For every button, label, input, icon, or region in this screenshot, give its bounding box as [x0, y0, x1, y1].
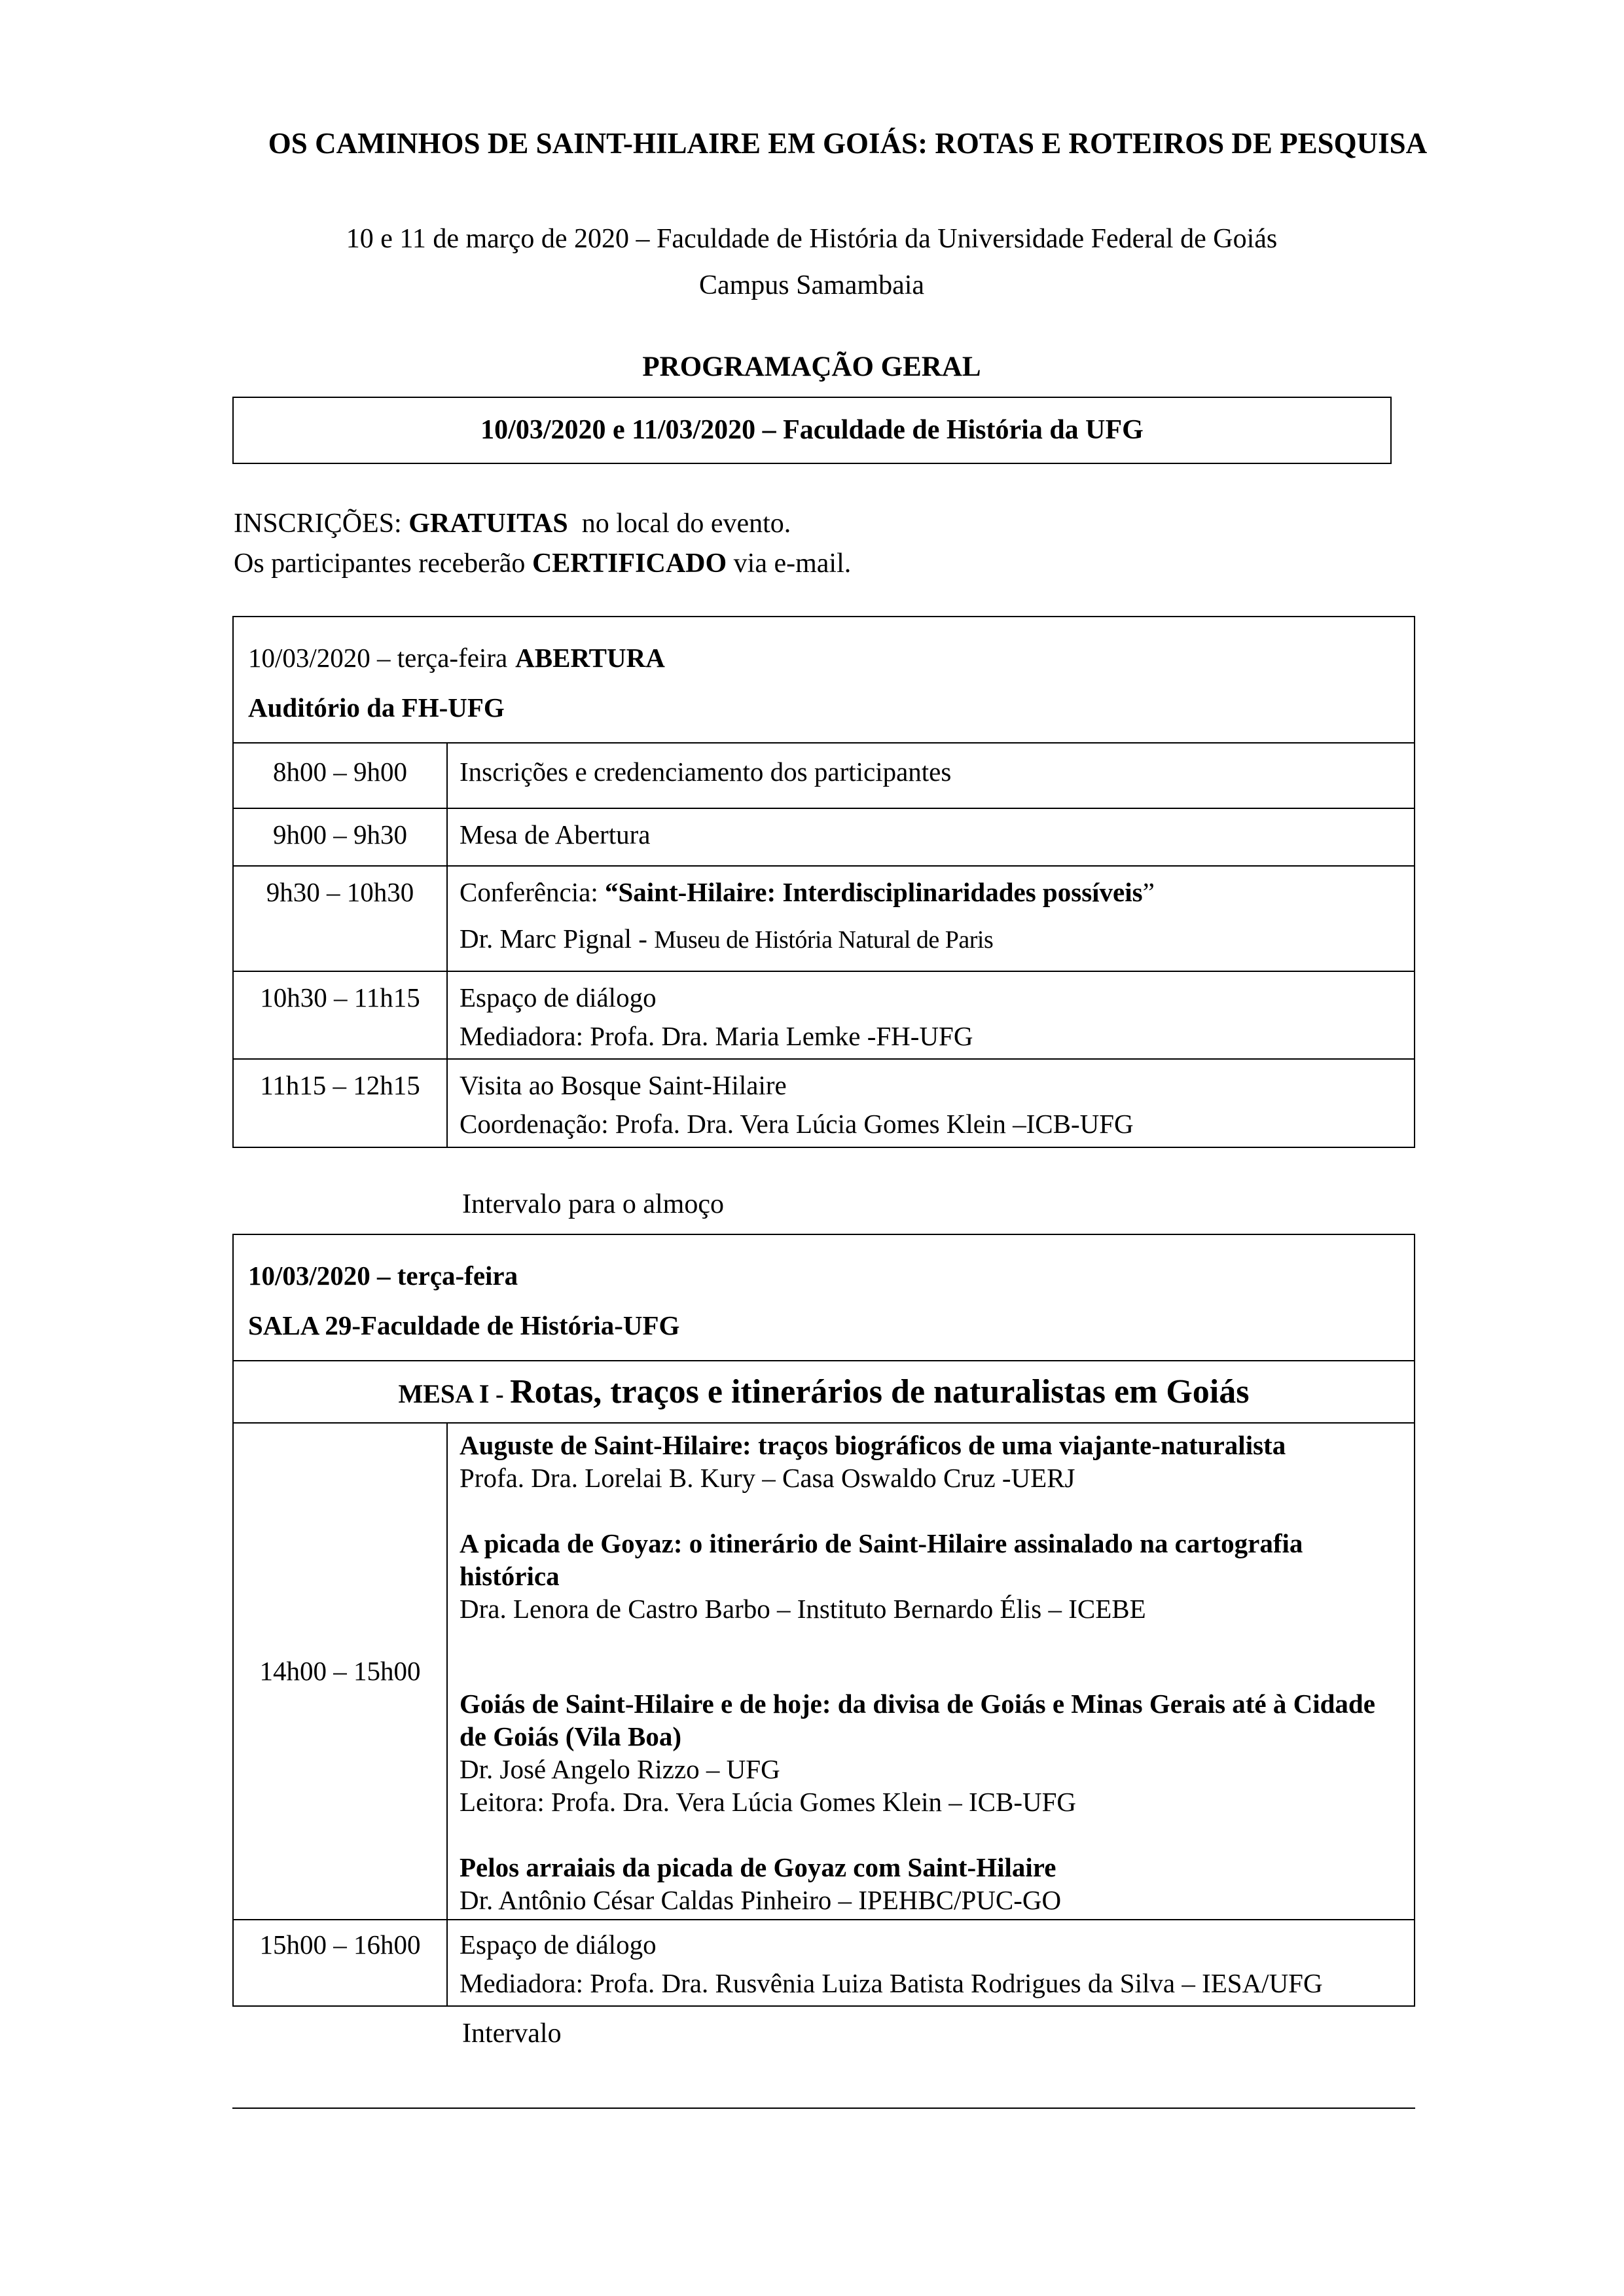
row-activity: Inscrições e credenciamento dos participantes — [447, 743, 1415, 808]
program-dates-box — [232, 397, 1392, 464]
slot1-time: 14h00 – 15h00 — [259, 1655, 421, 1686]
registration-line — [234, 504, 851, 544]
registration-free: GRATUITAS — [408, 509, 568, 539]
registration-info — [234, 504, 851, 584]
opening-venue: Auditório da FH-UFG — [248, 692, 505, 723]
talk-item — [460, 1429, 1402, 1494]
talk-speaker: Dra. Lenora de Castro Barbo – Instituto Bernardo Élis – ICEBE — [460, 1593, 1146, 1624]
lunch-interval: Intervalo para o almoço — [462, 1189, 724, 1219]
talk-item — [460, 1851, 1402, 1916]
table-row — [233, 743, 1415, 808]
event-subtitle — [196, 216, 1427, 310]
afternoon-venue: SALA 29-Faculdade de História-UFG — [248, 1310, 680, 1340]
opening-header-row — [233, 617, 1415, 743]
activity-title: Espaço de diálogo — [460, 1929, 657, 1960]
row-time: 9h30 – 10h30 — [233, 866, 447, 971]
mesa-separator: - — [489, 1380, 511, 1408]
program-title: PROGRAMAÇÃO GERAL — [642, 351, 981, 382]
row-activity — [447, 1920, 1415, 2007]
certificate-prefix: Os participantes receberão — [234, 548, 532, 579]
mesa-heading — [233, 1361, 1415, 1423]
row-time: 8h00 – 9h00 — [233, 743, 447, 808]
row-time: 11h15 – 12h15 — [233, 1059, 447, 1147]
afternoon-header — [233, 1234, 1415, 1361]
table-row — [233, 866, 1415, 971]
activity-detail: Mediadora: Profa. Dra. Maria Lemke -FH-UFG — [460, 1020, 973, 1051]
opening-date: 10/03/2020 – terça-feira — [248, 643, 508, 673]
mesa-title: Rotas, traços e itinerários de naturalistas em Goiás — [510, 1372, 1250, 1410]
conference-affiliation: Museu de História Natural de Paris — [654, 925, 994, 954]
registration-prefix: INSCRIÇÕES: — [234, 509, 409, 539]
row-activity — [447, 971, 1415, 1060]
opening-schedule-table — [232, 616, 1415, 1148]
row-activity — [447, 1059, 1415, 1147]
talk-title: Goiás de Saint-Hilaire e de hoje: da divisa de Goiás e Minas Gerais até à Cidade de Goiás (Vila Boa) — [460, 1688, 1375, 1751]
row-activity — [447, 866, 1415, 971]
talk-reader: Leitora: Profa. Dra. Vera Lúcia Gomes Klein – ICB-UFG — [460, 1786, 1076, 1817]
row-time: 9h00 – 9h30 — [233, 808, 447, 866]
talks-cell — [447, 1423, 1415, 1920]
mesa-title-row — [233, 1361, 1415, 1423]
mesa-label: MESA I — [398, 1378, 490, 1408]
event-dates-place: 10 e 11 de março de 2020 – Faculdade de História da Universidade Federal de Goiás — [346, 224, 1278, 254]
conference-prefix: Conferência: — [460, 876, 605, 907]
program-dates-text: 10/03/2020 e 11/03/2020 – Faculdade de História da UFG — [480, 415, 1144, 446]
opening-header — [233, 617, 1415, 743]
opening-label: ABERTURA — [515, 643, 665, 673]
row-time: 10h30 – 11h15 — [233, 971, 447, 1060]
event-title: OS CAMINHOS DE SAINT-HILAIRE EM GOIÁS: ROTAS E ROTEIROS DE PESQUISA — [268, 127, 1428, 160]
activity-title: Espaço de diálogo — [460, 982, 657, 1013]
talk-item — [460, 1687, 1402, 1818]
conference-speaker: Dr. Marc Pignal - — [460, 923, 655, 954]
table-row — [233, 1920, 1415, 2007]
talk-speaker: Dr. Antônio César Caldas Pinheiro – IPEHBC/PUC-GO — [460, 1884, 1062, 1915]
activity-detail: Mediadora: Profa. Dra. Rusvênia Luiza Batista Rodrigues da Silva – IESA/UFG — [460, 1968, 1323, 1999]
talk-title: Pelos arraiais da picada de Goyaz com Saint-Hilaire — [460, 1852, 1056, 1882]
table-row — [233, 808, 1415, 866]
talk-speaker: Profa. Dra. Lorelai B. Kury – Casa Oswaldo Cruz -UERJ — [460, 1462, 1075, 1493]
row-time — [233, 1423, 447, 1920]
row-activity: Mesa de Abertura — [447, 808, 1415, 866]
conference-speaker-line — [460, 922, 1402, 956]
registration-suffix: no local do evento. — [568, 509, 791, 539]
certificate-suffix: via e-mail. — [727, 548, 852, 579]
table-row — [233, 971, 1415, 1060]
talk-speaker: Dr. José Angelo Rizzo – UFG — [460, 1753, 780, 1784]
talk-title: Auguste de Saint-Hilaire: traços biográficos de uma viajante-naturalista — [460, 1429, 1286, 1460]
talk-item — [460, 1527, 1402, 1625]
conference-quote-end: ” — [1142, 876, 1155, 907]
talk-title: A picada de Goyaz: o itinerário de Saint-Hilaire assinalado na cartografia histórica — [460, 1528, 1303, 1591]
certificate-line — [234, 544, 851, 584]
row-time: 15h00 – 16h00 — [233, 1920, 447, 2007]
conference-title: “Saint-Hilaire: Interdisciplinaridades possíveis — [604, 876, 1143, 907]
afternoon-header-row — [233, 1234, 1415, 1361]
mesa-schedule-table — [232, 1234, 1415, 2007]
opening-date-line — [248, 634, 1399, 683]
table-row — [233, 1059, 1415, 1147]
page-bottom-divider — [232, 2108, 1415, 2109]
conference-line — [460, 876, 1402, 909]
afternoon-date: 10/03/2020 – terça-feira — [248, 1261, 518, 1291]
certificate-bold: CERTIFICADO — [532, 548, 727, 579]
event-campus: Campus Samambaia — [698, 270, 925, 301]
activity-title: Visita ao Bosque Saint-Hilaire — [460, 1070, 787, 1101]
activity-detail: Coordenação: Profa. Dra. Vera Lúcia Gomes Klein –ICB-UFG — [460, 1109, 1134, 1139]
table-row — [233, 1423, 1415, 1920]
afternoon-interval: Intervalo — [462, 2018, 562, 2049]
